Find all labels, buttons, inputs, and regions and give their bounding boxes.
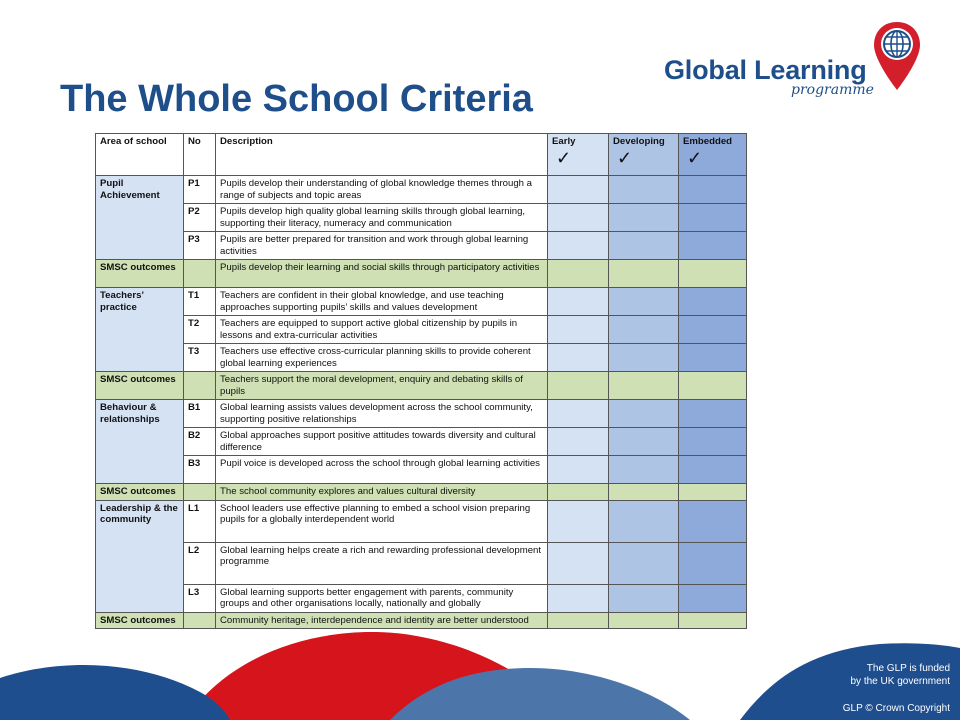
embedded-cell[interactable]: [679, 500, 747, 542]
table-row: [96, 204, 747, 232]
check-icon: ✓: [556, 147, 572, 168]
smsc-description: Community heritage, interdependence and identity are better understood: [216, 612, 548, 629]
early-cell[interactable]: [548, 204, 609, 232]
early-cell[interactable]: [548, 344, 609, 372]
page-title: The Whole School Criteria: [60, 78, 533, 120]
early-cell[interactable]: [548, 316, 609, 344]
embedded-cell[interactable]: [679, 260, 747, 288]
smsc-description: The school community explores and values cultural diversity: [216, 484, 548, 501]
criterion-number: T2: [184, 316, 216, 344]
smsc-row: [96, 260, 747, 288]
embedded-cell[interactable]: [679, 288, 747, 316]
funding-note: [851, 662, 951, 688]
copyright-text: GLP © Crown Copyright: [842, 703, 950, 714]
developing-cell[interactable]: [609, 372, 679, 400]
criterion-number: T1: [184, 288, 216, 316]
developing-cell[interactable]: [609, 400, 679, 428]
smsc-row: [96, 372, 747, 400]
table-row: [96, 232, 747, 260]
developing-cell[interactable]: [609, 542, 679, 584]
criterion-number: B1: [184, 400, 216, 428]
header-description: Description: [216, 134, 548, 176]
early-cell[interactable]: [548, 400, 609, 428]
logo-sub-text: programme: [791, 82, 874, 98]
criterion-description: Teachers are equipped to support active global citizenship by pupils in lessons and extra-curricular activities: [216, 316, 548, 344]
early-cell[interactable]: [548, 288, 609, 316]
smsc-label: SMSC outcomes: [96, 484, 184, 501]
embedded-cell[interactable]: [679, 176, 747, 204]
criterion-description: Global learning helps create a rich and rewarding professional development programme: [216, 542, 548, 584]
table-row: [96, 542, 747, 584]
criterion-description: Pupils are better prepared for transition and work through global learning activities: [216, 232, 548, 260]
developing-cell[interactable]: [609, 232, 679, 260]
developing-cell[interactable]: [609, 260, 679, 288]
embedded-cell[interactable]: [679, 400, 747, 428]
smsc-label: SMSC outcomes: [96, 372, 184, 400]
criterion-description: Teachers use effective cross-curricular planning skills to provide coherent global learning experiences: [216, 344, 548, 372]
early-cell[interactable]: [548, 260, 609, 288]
header-developing: [609, 134, 679, 176]
early-cell[interactable]: [548, 428, 609, 456]
developing-cell[interactable]: [609, 484, 679, 501]
smsc-label: SMSC outcomes: [96, 260, 184, 288]
criterion-number: P3: [184, 232, 216, 260]
footer-navy-left-arc: [0, 665, 230, 720]
criterion-description: Global learning assists values development across the school community, supporting positive relationships: [216, 400, 548, 428]
header-early: [548, 134, 609, 176]
developing-cell[interactable]: [609, 204, 679, 232]
embedded-cell[interactable]: [679, 204, 747, 232]
criterion-description: Pupils develop their understanding of global knowledge themes through a range of subjects and topic areas: [216, 176, 548, 204]
table-row: [96, 428, 747, 456]
early-cell[interactable]: [548, 456, 609, 484]
criterion-number: B2: [184, 428, 216, 456]
header-developing-label: Developing: [613, 136, 665, 147]
developing-cell[interactable]: [609, 428, 679, 456]
area-cell: Pupil Achievement: [96, 176, 184, 260]
table-row: [96, 400, 747, 428]
smsc-description: Pupils develop their learning and social skills through participatory activities: [216, 260, 548, 288]
criterion-number: L3: [184, 584, 216, 612]
smsc-row: [96, 484, 747, 501]
embedded-cell[interactable]: [679, 584, 747, 612]
criterion-number: P1: [184, 176, 216, 204]
table-row: [96, 316, 747, 344]
developing-cell[interactable]: [609, 316, 679, 344]
smsc-description: Teachers support the moral development, enquiry and debating skills of pupils: [216, 372, 548, 400]
early-cell[interactable]: [548, 542, 609, 584]
developing-cell[interactable]: [609, 344, 679, 372]
funding-note-line2: by the UK government: [850, 676, 950, 687]
embedded-cell[interactable]: [679, 344, 747, 372]
early-cell[interactable]: [548, 500, 609, 542]
embedded-cell[interactable]: [679, 456, 747, 484]
embedded-cell[interactable]: [679, 372, 747, 400]
header-embedded: [679, 134, 747, 176]
criterion-description: Global learning supports better engagement with parents, community groups and other organisations locally, nationally and globally: [216, 584, 548, 612]
criterion-description: Pupil voice is developed across the school through global learning activities: [216, 456, 548, 484]
early-cell[interactable]: [548, 484, 609, 501]
footer-wave-decoration: [0, 620, 960, 720]
header-no: No: [184, 134, 216, 176]
table-row: [96, 500, 747, 542]
header-embedded-label: Embedded: [683, 136, 733, 147]
table-row: [96, 176, 747, 204]
early-cell[interactable]: [548, 584, 609, 612]
developing-cell[interactable]: [609, 584, 679, 612]
header-early-label: Early: [552, 136, 576, 147]
table-row: [96, 344, 747, 372]
funding-note-line1: The GLP is funded: [866, 663, 950, 674]
embedded-cell[interactable]: [679, 232, 747, 260]
developing-cell[interactable]: [609, 176, 679, 204]
globe-map-pin-icon: [872, 18, 922, 98]
smsc-number-cell: [184, 484, 216, 501]
criterion-description: Teachers are confident in their global knowledge, and use teaching approaches supporting pupils’ skills and values development: [216, 288, 548, 316]
table-header-row: [96, 134, 747, 176]
table-row: [96, 456, 747, 484]
embedded-cell[interactable]: [679, 428, 747, 456]
area-cell: Behaviour & relationships: [96, 400, 184, 484]
embedded-cell[interactable]: [679, 316, 747, 344]
table-row: [96, 584, 747, 612]
check-icon: ✓: [687, 147, 703, 168]
criterion-number: P2: [184, 204, 216, 232]
smsc-number-cell: [184, 372, 216, 400]
criterion-description: Pupils develop high quality global learning skills through global learning, supporting their literacy, numeracy and communication: [216, 204, 548, 232]
criterion-number: L2: [184, 542, 216, 584]
developing-cell[interactable]: [609, 456, 679, 484]
logo-brand-text: Global Learning: [664, 55, 867, 85]
criterion-number: L1: [184, 500, 216, 542]
embedded-cell[interactable]: [679, 542, 747, 584]
smsc-number-cell: [184, 260, 216, 288]
check-icon: ✓: [617, 147, 633, 168]
table-row: [96, 288, 747, 316]
glp-logo: [664, 22, 924, 102]
embedded-cell[interactable]: [679, 484, 747, 501]
area-cell: Leadership & the community: [96, 500, 184, 612]
criterion-description: School leaders use effective planning to embed a school vision preparing pupils for a globally interdependent world: [216, 500, 548, 542]
header-area: Area of school: [96, 134, 184, 176]
criteria-table: [95, 133, 747, 629]
criterion-description: Global approaches support positive attitudes towards diversity and cultural difference: [216, 428, 548, 456]
area-cell: Teachers’ practice: [96, 288, 184, 372]
early-cell[interactable]: [548, 372, 609, 400]
early-cell[interactable]: [548, 232, 609, 260]
early-cell[interactable]: [548, 176, 609, 204]
smsc-label: SMSC outcomes: [96, 612, 184, 629]
developing-cell[interactable]: [609, 500, 679, 542]
criterion-number: T3: [184, 344, 216, 372]
developing-cell[interactable]: [609, 288, 679, 316]
criterion-number: B3: [184, 456, 216, 484]
